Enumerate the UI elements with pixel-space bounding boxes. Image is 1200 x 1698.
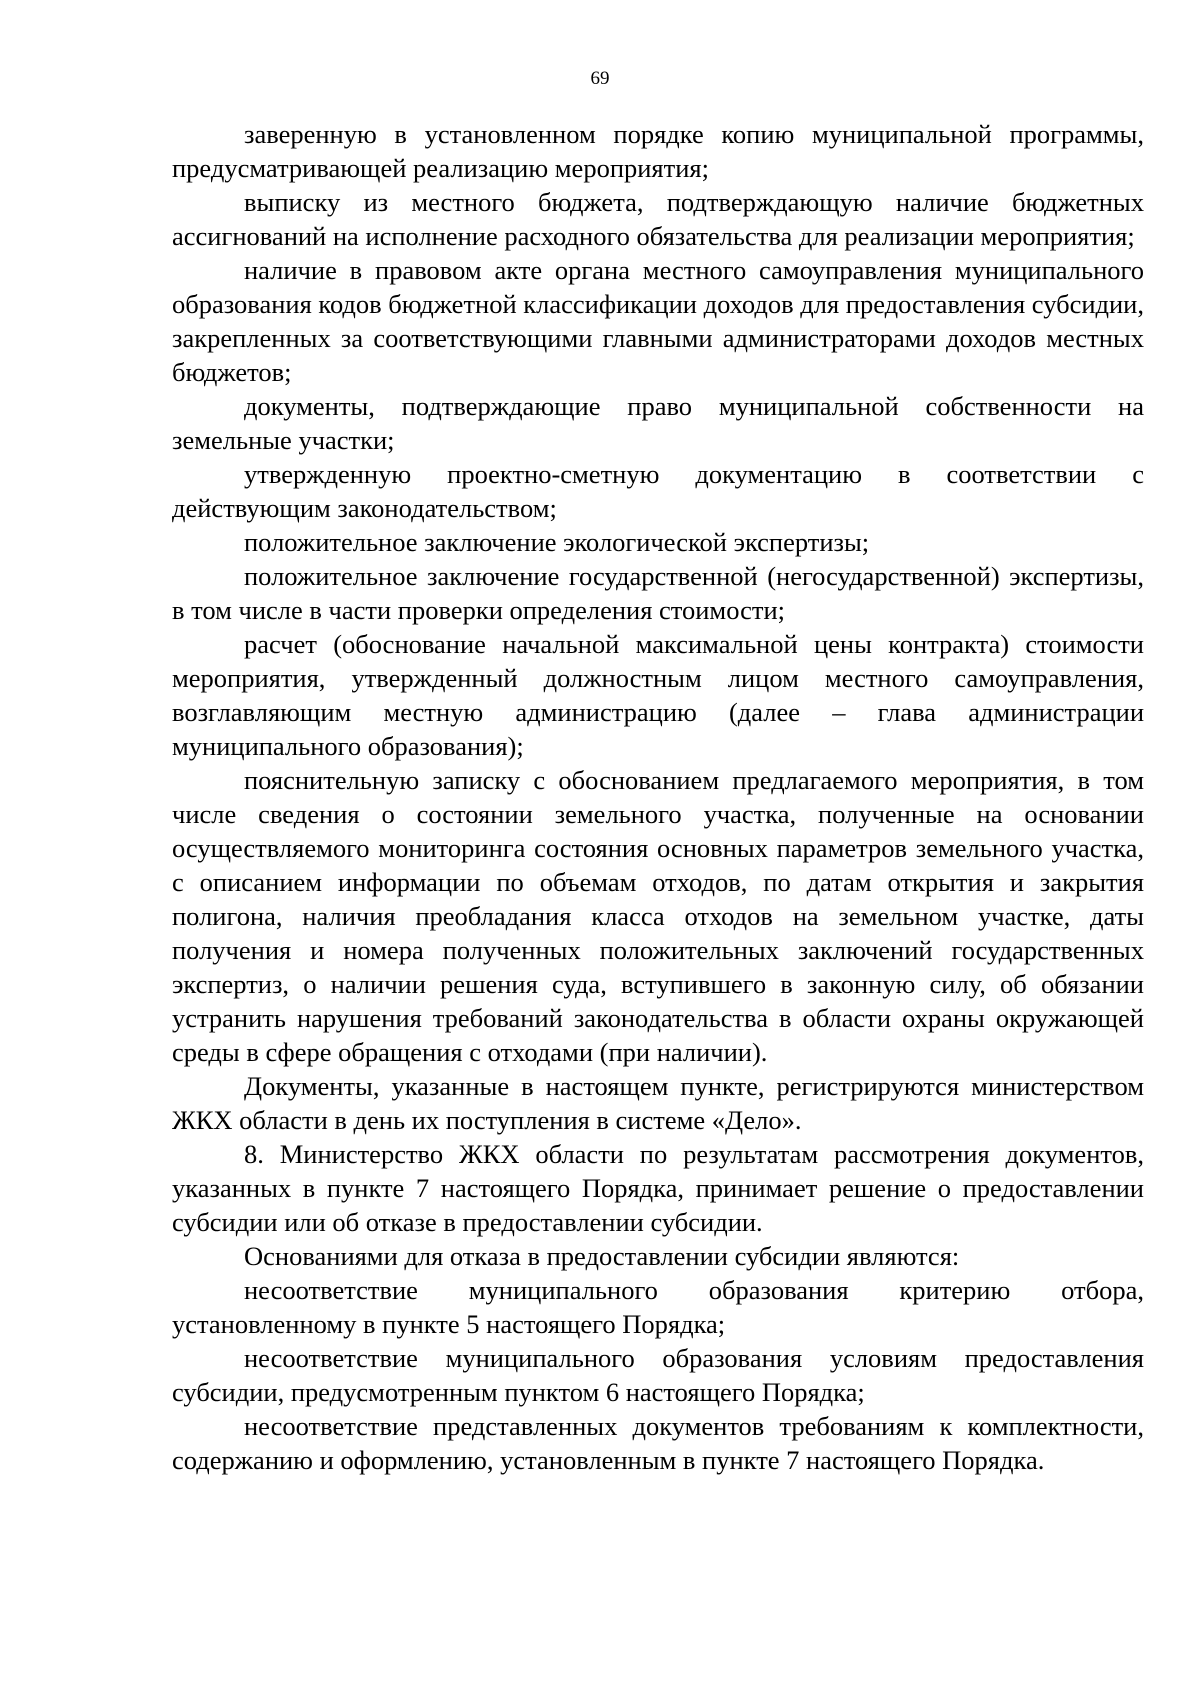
paragraph: наличие в правовом акте органа местного самоуправления муниципального образования кодов бюджетной классификации доходов для предоставления субсидии, закрепленных за соответствующими главными администраторами доходов местных бюджетов;: [172, 255, 1144, 387]
paragraph: расчет (обоснование начальной максимальной цены контракта) стоимости мероприятия, утвержденный должностным лицом местного самоуправления, возглавляющим местную администрацию (далее – глава администрации муниципального образования);: [172, 629, 1144, 761]
document-body: [172, 117, 1144, 1477]
paragraph: пояснительную записку с обоснованием предлагаемого мероприятия, в том числе сведения о состоянии земельного участка, полученные на основании осуществляемого мониторинга состояния основных параметров земельного участка, с описанием информации по объемам отходов, по датам открытия и закрытия полигона, наличия преобладания класса отходов на земельном участке, даты получения и номера полученных положительных заключений государственных экспертиз, о наличии решения суда, вступившего в законную силу, об обязании устранить нарушения требований законодательства в области охраны окружающей среды в сфере обращения с отходами (при наличии).: [172, 765, 1144, 1067]
paragraph: 8. Министерство ЖКХ области по результатам рассмотрения документов, указанных в пункте 7 настоящего Порядка, принимает решение о предоставлении субсидии или об отказе в предоставлении субсидии.: [172, 1139, 1144, 1237]
paragraph: положительное заключение экологической экспертизы;: [244, 527, 870, 557]
paragraph: Документы, указанные в настоящем пункте, регистрируются министерством ЖКХ области в день их поступления в системе «Дело».: [172, 1071, 1144, 1135]
paragraph: документы, подтверждающие право муниципальной собственности на земельные участки;: [172, 391, 1144, 455]
paragraph: несоответствие муниципального образования критерию отбора, установленному в пункте 5 настоящего Порядка;: [172, 1275, 1144, 1339]
paragraph: заверенную в установленном порядке копию муниципальной программы, предусматривающей реализацию мероприятия;: [172, 119, 1144, 183]
paragraph: Основаниями для отказа в предоставлении субсидии являются:: [244, 1241, 960, 1271]
paragraph: выписку из местного бюджета, подтверждающую наличие бюджетных ассигнований на исполнение расходного обязательства для реализации мероприятия;: [172, 187, 1144, 251]
paragraph: несоответствие представленных документов требованиям к комплектности, содержанию и оформлению, установленным в пункте 7 настоящего Порядка.: [172, 1411, 1144, 1475]
paragraph: положительное заключение государственной (негосударственной) экспертизы, в том числе в части проверки определения стоимости;: [172, 561, 1144, 625]
paragraph: несоответствие муниципального образования условиям предоставления субсидии, предусмотренным пунктом 6 настоящего Порядка;: [172, 1343, 1144, 1407]
page-number: 69: [590, 68, 610, 89]
paragraph: утвержденную проектно-сметную документацию в соответствии с действующим законодательством;: [172, 459, 1144, 523]
